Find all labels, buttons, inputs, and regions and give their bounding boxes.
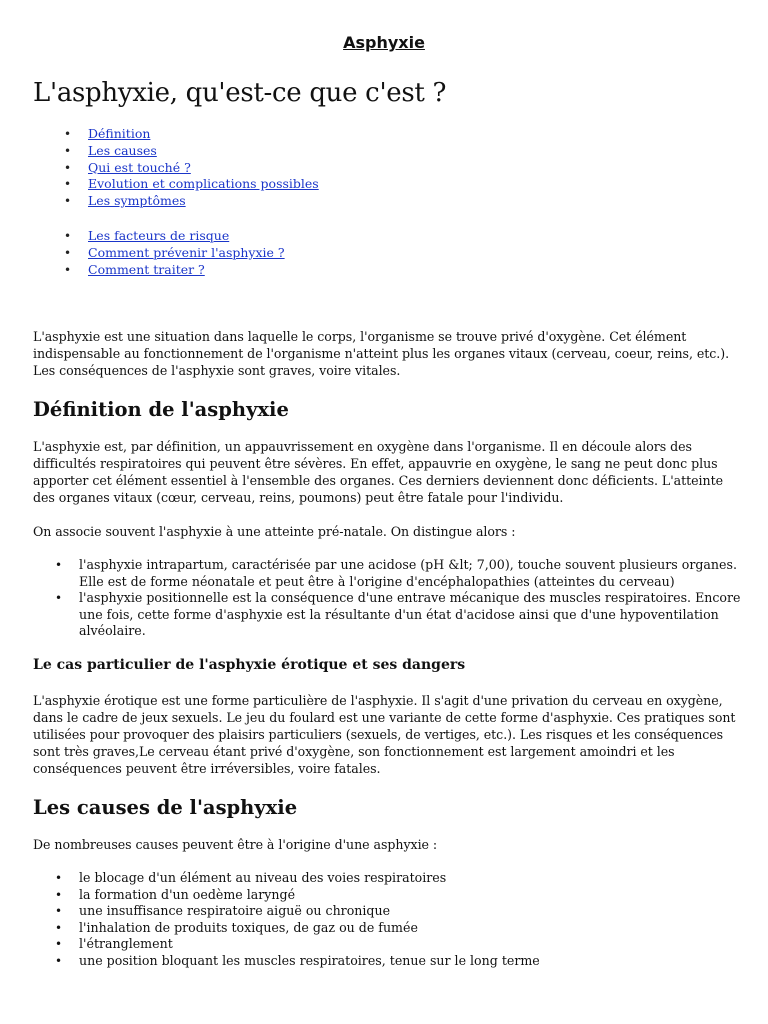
bullet-icon: • [64,262,72,277]
definition-paragraph: L'asphyxie est, par définition, un appauvrissement en oxygène dans l'organisme. Il en découle alors des difficultés respiratoires qui peuvent être sévères. En effet, appauvrie en oxygène, le sang ne peut donc plus apporter cet élément essentiel à l'ensemble des organes. Ces derniers deviennent donc déficients. L'atteinte des organes vitaux (cœur, cerveau, reins, poumons) peut être fatale pour l'individu. [33,439,723,505]
toc-list-secondary [64,228,285,278]
bullet-icon: • [64,160,72,175]
toc-link-who-affected[interactable]: Qui est touché ? [88,159,191,175]
toc-link-causes[interactable]: Les causes [88,142,157,158]
bullet-icon: • [64,143,72,158]
list-item [55,886,744,904]
definition-heading: Définition de l'asphyxie [33,398,289,421]
list-item [55,952,744,970]
list-item [55,936,744,953]
toc-item [64,126,319,143]
toc-link-evolution[interactable]: Evolution et complications possibles [88,176,319,192]
toc-link-prevention[interactable]: Comment prévenir l'asphyxie ? [88,244,285,260]
toc-item [64,193,319,210]
list-item [55,870,744,887]
bullet-icon: • [64,245,72,260]
definition-list [55,557,744,640]
bullet-icon: • [55,871,63,885]
list-item [55,557,744,590]
bullet-icon: • [55,904,63,919]
list-item-text: l'étranglement [79,936,173,952]
list-item-text: le blocage d'un élément au niveau des voies respiratoires [79,870,447,885]
toc-item [64,176,319,193]
bullet-icon: • [55,937,63,952]
list-item [55,590,744,640]
erotic-heading: Le cas particulier de l'asphyxie érotique et ses dangers [33,657,466,673]
causes-intro: De nombreuses causes peuvent être à l'origine d'une asphyxie : [33,837,438,852]
toc-link-definition[interactable]: Définition [88,126,151,141]
toc-link-symptoms[interactable]: Les symptômes [88,193,186,209]
bullet-icon: • [55,558,63,572]
bullet-icon: • [55,591,63,606]
toc-link-risk-factors[interactable]: Les facteurs de risque [88,228,230,243]
causes-list [55,870,744,970]
toc-item [64,244,285,262]
document-header-title: Asphyxie [343,33,425,52]
bullet-icon: • [64,177,72,192]
list-item-text: l'asphyxie positionnelle est la conséquence d'une entrave mécanique des muscles respiratoires. Encore une fois, cette forme d'asphyxie est la résultante d'un état d'acidose ainsi que d'une hypoventilation alvéolaire. [79,590,741,639]
list-item-text: la formation d'un oedème laryngé [79,886,296,902]
list-item [55,903,744,920]
page-title: L'asphyxie, qu'est-ce que c'est ? [33,78,447,108]
toc-link-treatment[interactable]: Comment traiter ? [88,261,205,277]
bullet-icon: • [55,887,63,902]
bullet-icon: • [55,953,63,968]
toc-item [64,142,319,160]
toc-list-primary [64,126,319,210]
toc-item [64,228,285,245]
list-item-text: une position bloquant les muscles respiratoires, tenue sur le long terme [79,952,540,968]
toc-item [64,261,285,279]
bullet-icon: • [55,920,63,935]
list-item-text: l'inhalation de produits toxiques, de gaz ou de fumée [79,919,418,935]
toc-item [64,159,319,177]
erotic-paragraph: L'asphyxie érotique est une forme particulière de l'asphyxie. Il s'agit d'une privation du cerveau en oxygène, dans le cadre de jeux sexuels. Le jeu du foulard est une variante de cette forme d'asphyxie. Ces pratiques sont utilisées pour provoquer des plaisirs particuliers (sexuels, de vertiges, etc.). Les risques et les conséquences sont très graves,Le cerveau étant privé d'oxygène, son fonctionnement est largement amoindri et les conséquences peuvent être irréversibles, voire fatales. [33,693,736,776]
definition-intro-list: On associe souvent l'asphyxie à une atteinte pré-natale. On distingue alors : [33,524,516,539]
causes-heading: Les causes de l'asphyxie [33,796,298,819]
intro-paragraph: L'asphyxie est une situation dans laquelle le corps, l'organisme se trouve privé d'oxygène. Cet élément indispensable au fonctionnement de l'organisme n'atteint plus les organes vitaux (cerveau, coeur, reins, etc.). Les conséquences de l'asphyxie sont graves, voire vitales. [33,329,730,378]
bullet-icon: • [64,229,72,243]
bullet-icon: • [64,194,72,209]
list-item-text: une insuffisance respiratoire aiguë ou chronique [79,903,391,919]
bullet-icon: • [64,127,72,141]
list-item-text: l'asphyxie intrapartum, caractérisée par une acidose (pH &lt; 7,00), touche souvent plusieurs organes. Elle est de forme néonatale et peut être à l'origine d'encéphalopathies (atteintes du cerveau) [79,557,737,589]
list-item [55,919,744,937]
